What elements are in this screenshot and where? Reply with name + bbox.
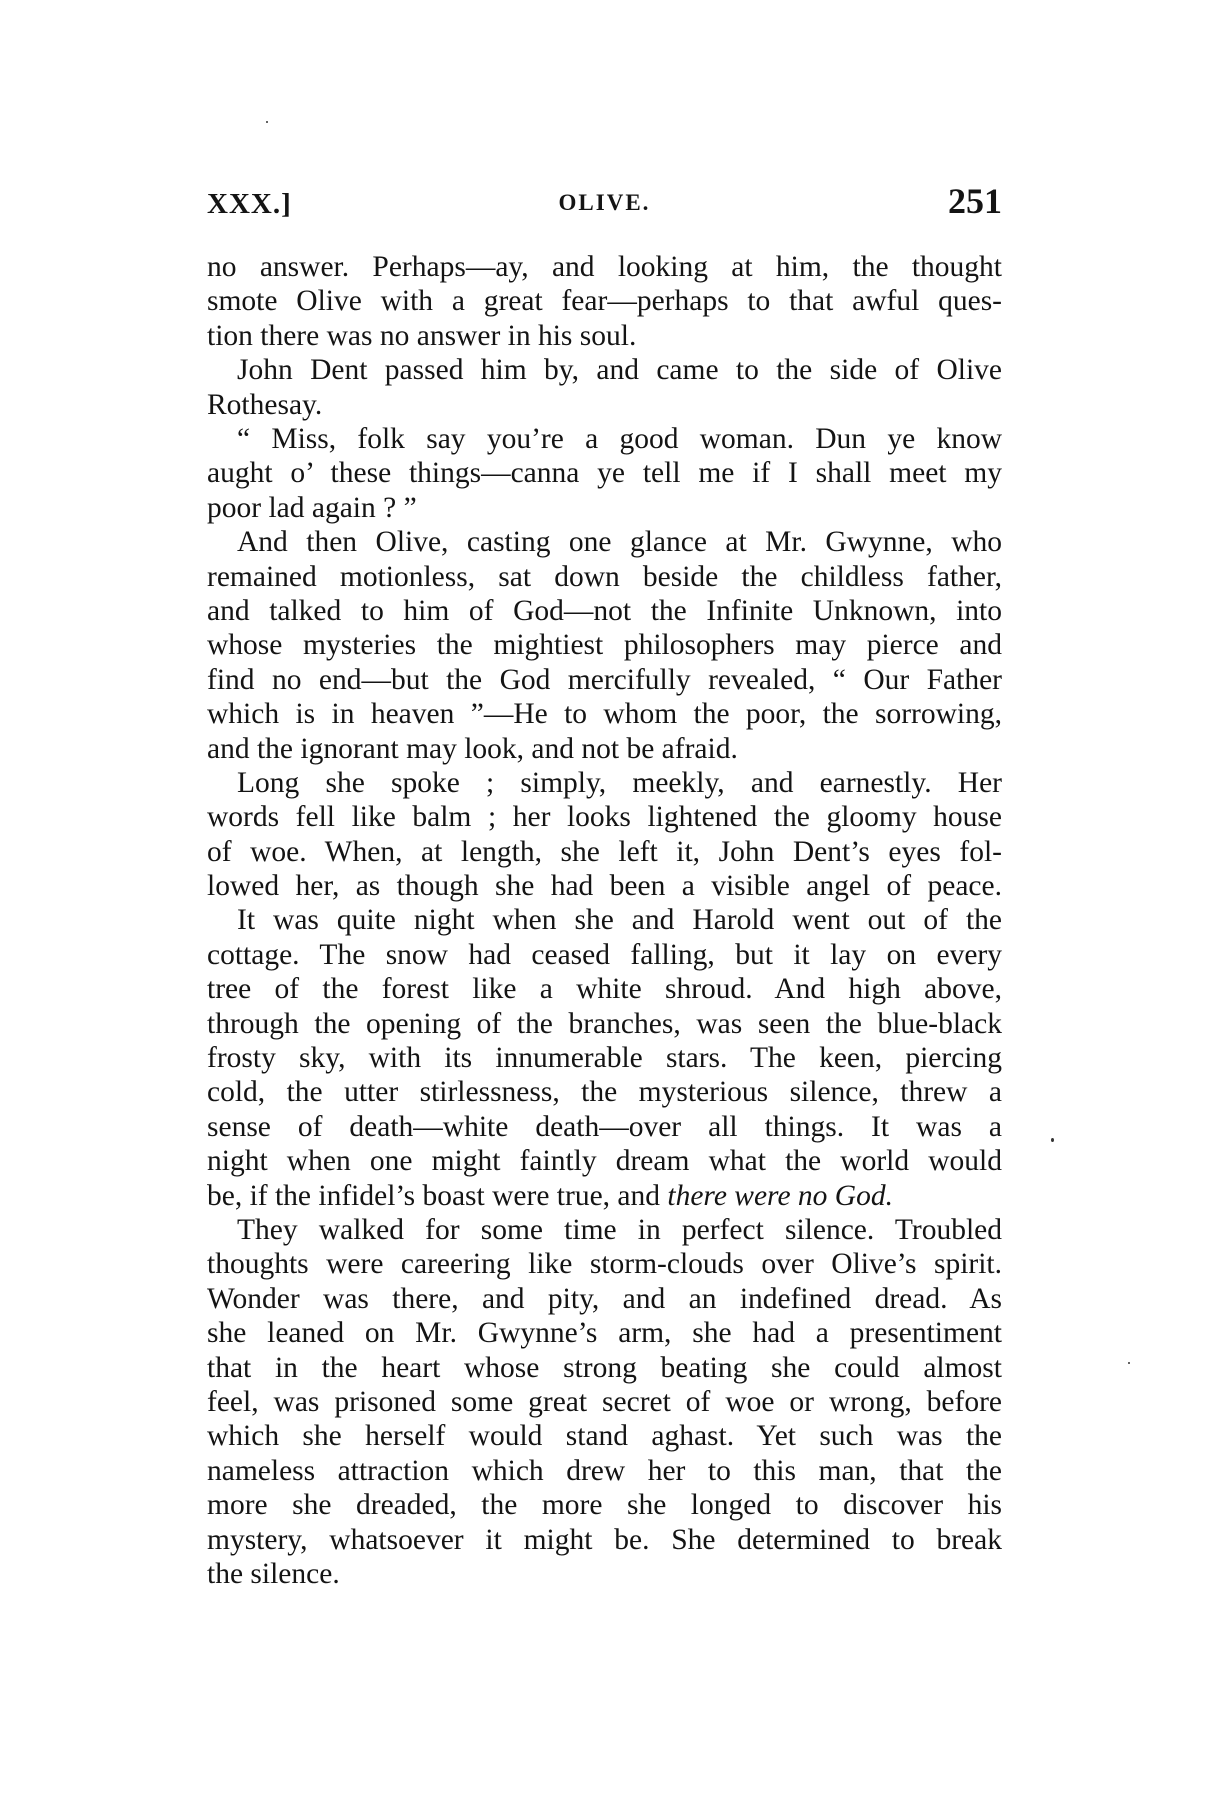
running-header bbox=[207, 180, 1002, 230]
text-line: and talked to him of God—not the Infinite Unknown, into bbox=[207, 594, 1002, 627]
text-line: more she dreaded, the more she longed to discover his bbox=[207, 1489, 1002, 1522]
text-line: nameless attraction which drew her to this man, that the bbox=[207, 1454, 1002, 1487]
running-title: OLIVE. bbox=[558, 190, 651, 215]
text-line: and the ignorant may look, and not be afraid. bbox=[207, 732, 738, 765]
text-line: John Dent passed him by, and came to the side of Olive bbox=[237, 354, 1002, 387]
text-line: the silence. bbox=[207, 1557, 340, 1590]
text-line: tion there was no answer in his soul. bbox=[207, 319, 637, 352]
text-line: poor lad again ? ” bbox=[207, 491, 417, 524]
text-line: lowed her, as though she had been a visible angel of peace. bbox=[207, 870, 1002, 903]
text-line: thoughts were careering like storm-clouds over Olive’s spirit. bbox=[207, 1248, 1002, 1281]
text-line: cold, the utter stirlessness, the mysterious silence, threw a bbox=[207, 1076, 1002, 1109]
text-line: It was quite night when she and Harold went out of the bbox=[237, 904, 1002, 937]
italic-phrase: there were no God. bbox=[667, 1179, 893, 1212]
text-line: of woe. When, at length, she left it, John Dent’s eyes fol- bbox=[207, 835, 1002, 868]
paragraph bbox=[207, 353, 1002, 422]
text-line: which she herself would stand aghast. Yet such was the bbox=[207, 1420, 1002, 1453]
text-line: feel, was prisoned some great secret of woe or wrong, before bbox=[207, 1385, 1002, 1418]
scan-speck bbox=[1051, 1138, 1054, 1142]
text-line: Long she spoke ; simply, meekly, and earnestly. Her bbox=[237, 766, 1002, 799]
text-line: frosty sky, with its innumerable stars. The keen, piercing bbox=[207, 1042, 1002, 1075]
paragraph bbox=[207, 250, 1002, 353]
paragraph bbox=[207, 766, 1002, 904]
paragraph bbox=[207, 422, 1002, 525]
text-line: They walked for some time in perfect silence. Troubled bbox=[237, 1214, 1002, 1247]
text-line: which is in heaven ”—He to whom the poor, the sorrowing, bbox=[207, 698, 1002, 731]
body-text bbox=[207, 250, 1002, 1591]
scan-speck bbox=[1128, 1362, 1130, 1364]
text-line: mystery, whatsoever it might be. She determined to break bbox=[207, 1523, 1002, 1556]
text-line: that in the heart whose strong beating she could almost bbox=[207, 1351, 1002, 1384]
chapter-number: XXX.] bbox=[207, 188, 292, 220]
text-line: sense of death—white death—over all things. It was a bbox=[207, 1110, 1002, 1143]
text-line: no answer. Perhaps—ay, and looking at him, the thought bbox=[207, 251, 1002, 283]
text-line: through the opening of the branches, was seen the blue-black bbox=[207, 1007, 1002, 1040]
text-line: aught o’ these things—canna ye tell me if I shall meet my bbox=[207, 457, 1002, 490]
text-line bbox=[207, 1179, 1002, 1213]
text-line: find no end—but the God mercifully revealed, “ Our Father bbox=[207, 663, 1002, 696]
text-line: “ Miss, folk say you’re a good woman. Dun ye know bbox=[237, 422, 1002, 455]
text-line: cottage. The snow had ceased falling, but it lay on every bbox=[207, 938, 1002, 971]
text-line: And then Olive, casting one glance at Mr. Gwynne, who bbox=[237, 526, 1002, 559]
text-line: smote Olive with a great fear—perhaps to that awful ques- bbox=[207, 285, 1002, 318]
text-line: Wonder was there, and pity, and an indefined dread. As bbox=[207, 1282, 1002, 1315]
text-line: night when one might faintly dream what the world would bbox=[207, 1145, 1002, 1178]
text-line: whose mysteries the mightiest philosophers may pierce and bbox=[207, 629, 1002, 662]
text-line: she leaned on Mr. Gwynne’s arm, she had a presentiment bbox=[207, 1317, 1002, 1350]
text-line: Rothesay. bbox=[207, 388, 323, 421]
scan-speck bbox=[266, 121, 268, 123]
paragraph bbox=[207, 903, 1002, 1213]
text-line: words fell like balm ; her looks lightened the gloomy house bbox=[207, 801, 1002, 834]
paragraph bbox=[207, 1213, 1002, 1591]
page-number: 251 bbox=[948, 181, 1002, 221]
paragraph bbox=[207, 525, 1002, 766]
text-line: tree of the forest like a white shroud. And high above, bbox=[207, 973, 1002, 1006]
text-segment: be, if the infidel’s boast were true, and bbox=[207, 1179, 668, 1212]
text-line: remained motionless, sat down beside the childless father, bbox=[207, 560, 1002, 593]
